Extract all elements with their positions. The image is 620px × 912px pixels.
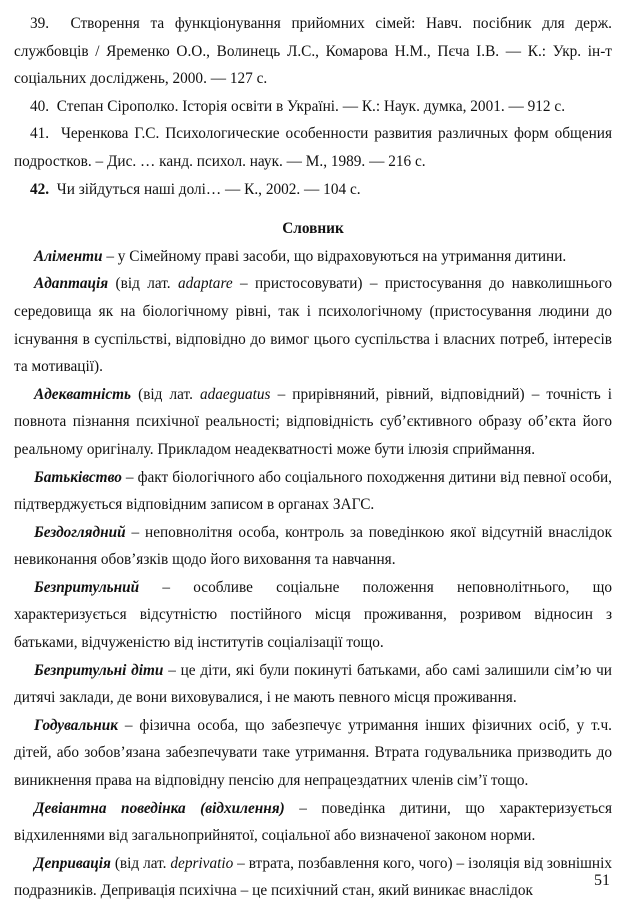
glossary-entry-alimenty [14, 243, 612, 271]
reference-42 [14, 176, 612, 204]
glossary-term: Батьківство [34, 468, 122, 486]
glossary-definition-part: – втрата, позбавлення кого, чого) – ізоляція від зовнішніх подразників. Депривація психічна – це психічний стан, який виникає внаслідок [14, 854, 613, 900]
glossary-term: Адекватність [34, 385, 132, 403]
glossary-entry-hoduvalnyk [14, 712, 612, 795]
glossary-term: Безпритульний [34, 578, 140, 596]
page-number: 51 [594, 872, 610, 889]
reference-40 [14, 93, 612, 121]
glossary-term: Адаптація [34, 275, 109, 293]
reference-41 [14, 120, 612, 175]
glossary-term: Девіантна поведінка (відхилення) [34, 799, 285, 817]
glossary-definition-part: (від лат. [115, 275, 171, 293]
glossary-entry-bezprytulni-dity [14, 657, 612, 712]
glossary-definition-part: (від лат. [138, 385, 193, 403]
glossary-term: Депривація [34, 854, 111, 872]
glossary-entry-deviantna-povedinka [14, 795, 612, 850]
reference-text: Чи зійдуться наші долі… — К., 2002. — 104 с. [56, 180, 361, 198]
glossary-definition: – фізична особа, що забезпечує утримання інших фізичних осіб, у т.ч. дітей, або зобов’язана забезпечувати таке утримання. Втрата годувальника призводить до виникнення права на відповідну пенсію для непрацездатних членів сім’ї тощо. [14, 716, 612, 790]
glossary-definition: – поведінка дитини, що характеризується відхиленнями від загальноприйнятої, соціальної або визначеної законом норми. [14, 799, 612, 845]
glossary-term: Аліменти [34, 247, 103, 265]
glossary-definition: – факт біологічного або соціального походження дитини від певної особи, підтверджується відповідним записом в органах ЗАГС. [14, 468, 612, 514]
reference-text: Степан Сірополко. Історія освіти в Україні. — К.: Наук. думка, 2001. — 912 с. [56, 97, 566, 115]
glossary-title: Словник [282, 220, 344, 238]
reference-number: 40. [30, 97, 50, 115]
glossary-entry-depryvatsiia [14, 850, 612, 905]
latin-word: adaeguatus [199, 385, 271, 403]
latin-word: adaptare [177, 275, 233, 293]
glossary-definition: – особливе соціальне положення неповнолітнього, що характеризується відсутністю постійного місця проживання, розривом відносин з батьками, відчуженістю від інститутів соціалізації тощо. [14, 578, 613, 652]
reference-number: 42. [30, 180, 50, 198]
glossary-entry-adekvatnist [14, 381, 612, 464]
glossary-definition-part: – прирівняний, рівний, відповідний) – точність і повнота пізнання психічної реальності; відповідність суб’єктивного образу об’єкта його реальному оригіналу. Прикладом неадекватності може бути ілюзія сприймання. [14, 385, 613, 458]
reference-number: 39. [30, 15, 50, 32]
glossary-definition-part: – пристосовувати) – пристосування до навколишнього середовища як на біологічному рівні, так і психологічному (пристосування людини до існування в суспільстві, відповідно до вимог цього суспільства і власних потреб, інтересів та мотивації). [14, 275, 612, 376]
glossary-definition-part: (від лат. [114, 854, 167, 872]
glossary-term: Безпритульні діти [34, 661, 164, 679]
glossary-entry-bezprytulnyi [14, 574, 612, 657]
reference-number: 41. [30, 125, 50, 143]
glossary-definition: – у Сімейному праві засоби, що відраховуються на утримання дитини. [106, 247, 567, 265]
glossary-entry-bezdohliadnyi [14, 519, 612, 574]
glossary-term: Годувальник [34, 716, 119, 734]
reference-39 [14, 10, 612, 93]
glossary-definition: – неповнолітня особа, контроль за поведінкою якої відсутній внаслідок невиконання обов’язків щодо його виховання та навчання. [14, 523, 613, 569]
glossary-entry-batkivstvo [14, 464, 612, 519]
glossary-definition: – це діти, які були покинуті батьками, або самі залишили сім’ю чи дитячі заклади, де вони виховувалися, і не мають певного місця проживання. [14, 661, 612, 707]
glossary-entry-adaptatsiia [14, 270, 612, 380]
glossary-term: Бездоглядний [34, 523, 126, 541]
reference-text: Створення та функціонування прийомних сімей: Навч. посібник для держ. службовців / Яременко О.О., Волинець Л.С., Комарова Н.М., Пєча І.В. — К.: Укр. ін-т соціальних досліджень, 2000. — 127 с. [14, 15, 612, 88]
latin-word: deprivatio [170, 854, 234, 872]
reference-text: Черенкова Г.С. Психологические особенности развития различных форм общения подростков. – Дис. … канд. психол. наук. — М., 1989. — 216 с. [14, 125, 612, 170]
